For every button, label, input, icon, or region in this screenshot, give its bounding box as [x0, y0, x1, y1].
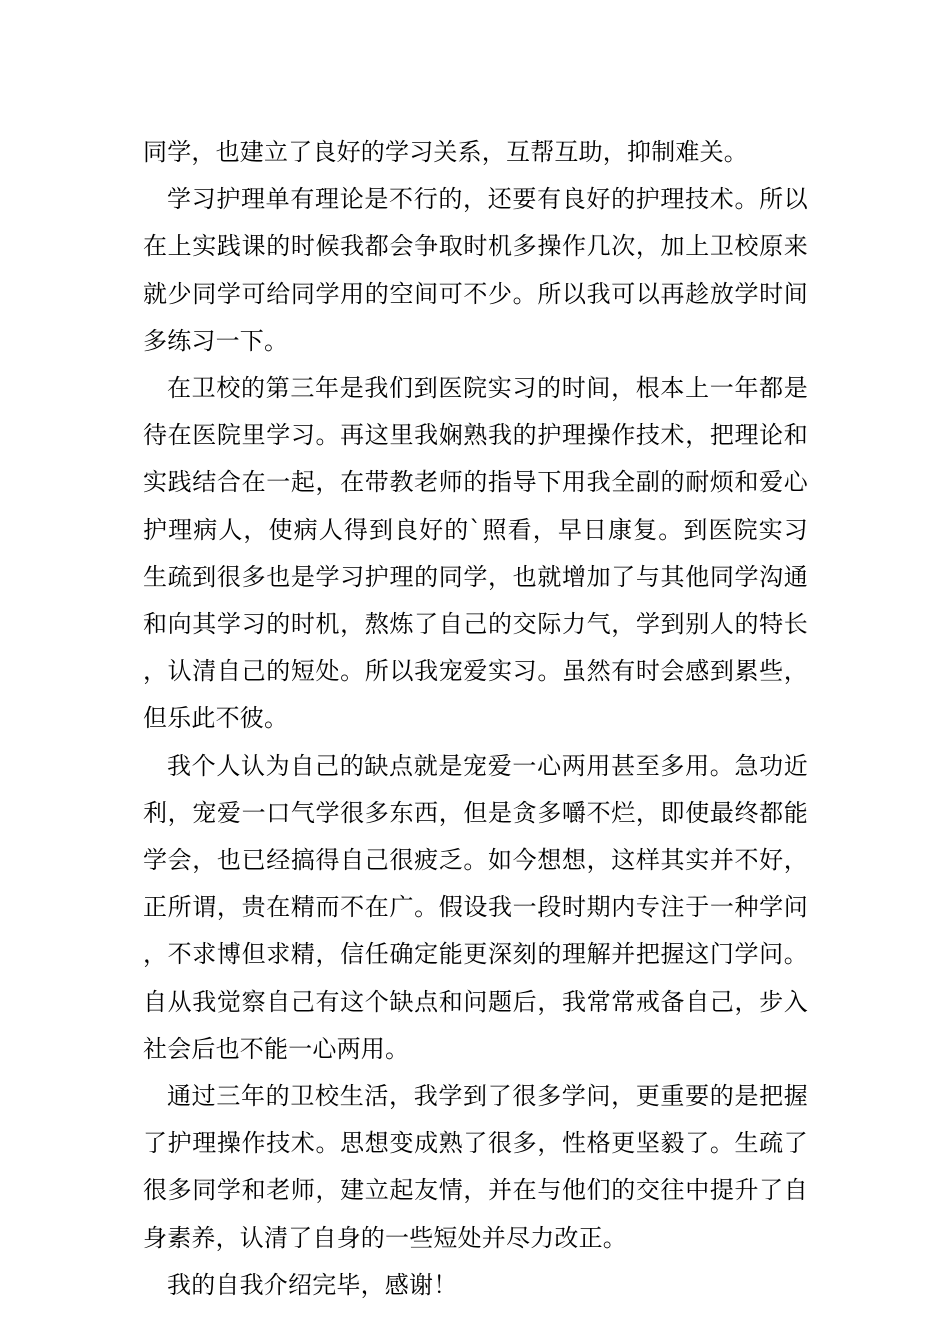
paragraph-5: 通过三年的卫校生活，我学到了很多学问，更重要的是把握了护理操作技术。思想变成熟了很多，性格更坚毅了。生疏了很多同学和老师，建立起友情，并在与他们的交往中提升了自身素养，认清了自身的一些短处并尽力改正。 [143, 1082, 808, 1252]
paragraph-4: 我个人认为自己的缺点就是宠爱一心两用甚至多用。急功近利，宠爱一口气学很多东西，但是贪多嚼不烂，即使最终都能学会，也已经搞得自己很疲乏。如今想想，这样其实并不好，正所谓，贵在精而不在广。假设我一段时期内专注于一种学问，不求博但求精，信任确定能更深刻的理解并把握这门学问。自从我觉察自己有这个缺点和问题后，我常常戒备自己，步入社会后也不能一心两用。 [143, 751, 808, 1063]
paragraph-3: 在卫校的第三年是我们到医院实习的时间，根本上一年都是待在医院里学习。再这里我娴熟我的护理操作技术，把理论和实践结合在一起，在带教老师的指导下用我全副的耐烦和爱心护理病人，使病人得到良好的`照看，早日康复。到医院实习生疏到很多也是学习护理的同学，也就增加了与其他同学沟通和向其学习的时机，熬炼了自己的交际力气，学到别人的特长，认清自己的短处。所以我宠爱实习。虽然有时会感到累些，但乐此不彼。 [143, 374, 808, 733]
paragraph-6: 我的自我介绍完毕，感谢！ [167, 1270, 458, 1299]
paragraph-1: 同学，也建立了良好的学习关系，互帮互助，抑制难关。 [143, 138, 748, 166]
paragraph-2: 学习护理单有理论是不行的，还要有良好的护理技术。所以在上实践课的时候我都会争取时机多操作几次，加上卫校原来就少同学可给同学用的空间可不少。所以我可以再趁放学时间多练习一下。 [143, 185, 808, 355]
document-body [143, 129, 808, 1309]
